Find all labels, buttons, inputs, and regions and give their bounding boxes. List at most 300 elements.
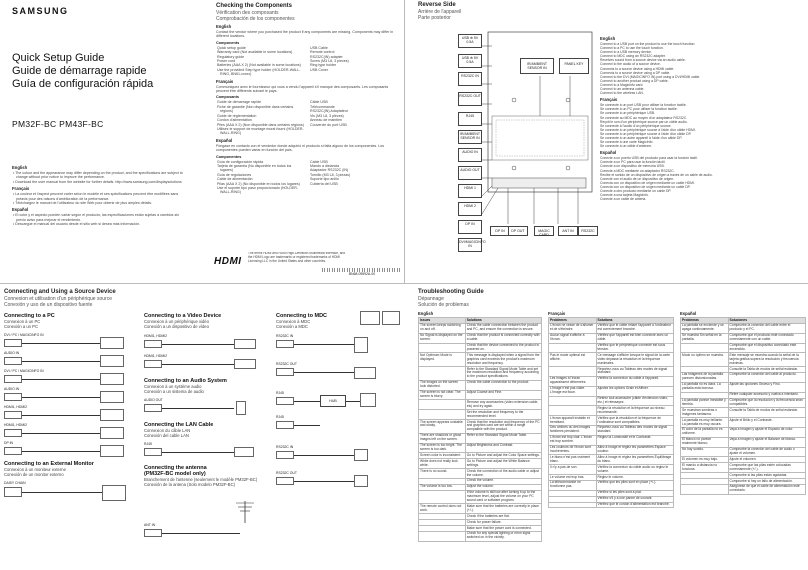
reverse-espanol-heading: Español [600, 150, 617, 156]
troubleshooting-title-fr: Dépannage [418, 296, 444, 302]
reverse-list-item: Reçoit le son d'un périphérique source par un câble audio. [600, 119, 688, 124]
pc-port-label: AUDIO IN [4, 351, 20, 355]
hdmi-trademark-text: The terms HDMI and HDMI High-Definition Multimedia Interface, and the HDMI Logo are trademarks or registered trademarks of HDMI Licensing LLC in the United States and other countries. [248, 252, 346, 263]
reverse-list-item: Receives sound from a source device via an audio cable. [600, 58, 686, 63]
components-title: Checking the Components [216, 3, 293, 9]
reverse-list-item: Connect to a MagicInfo card. [600, 82, 644, 87]
issue-cell [419, 531, 466, 541]
solution-cell: Check for any special lighting or neon signs switched on in the vicinity. [465, 531, 541, 541]
cable-line [22, 361, 100, 362]
troubleshooting-espanol-heading: Español [680, 311, 697, 316]
solution-cell: Check the volume. [465, 478, 541, 484]
connect-video-section [144, 313, 272, 329]
mdc-port-label: RJ45 [276, 391, 284, 395]
intro-en-bullet: • Download the user manual from the website for further details. http://www.samsung.com/displaysolutions [13, 179, 182, 184]
table-row [681, 333, 806, 343]
issue-cell: Les couleurs de l'écran sont incohérentes. [549, 445, 597, 455]
table-row [681, 343, 806, 353]
troubleshooting-table-fr [548, 317, 674, 508]
solution-cell: Compruebe la conexión del cable al producto. [728, 372, 806, 382]
component-item: Remote control [310, 50, 335, 55]
composants-heading: Composants [216, 95, 239, 100]
video-device-icon [234, 339, 256, 349]
connect-pc-heading: Connecting to a PC [4, 313, 55, 319]
cable-line [294, 344, 354, 345]
pc-port-icon [4, 375, 22, 383]
reverse-list-item: Conecte a un cable de antena. [600, 197, 647, 202]
mdc-port-label: RS232C IN [276, 334, 294, 338]
rs232c-port-icon [276, 340, 294, 348]
issue-cell: The screen is too bright. The screen is too dark. [419, 443, 466, 453]
issue-cell: El mando a distancia no funciona. [681, 463, 729, 473]
component-item: Guide de réglementation [217, 113, 257, 118]
component-item: Batteries (AAA X 2) (Not available in some locations) [217, 63, 301, 68]
connect-mdc-heading: Connecting to MDC [276, 313, 328, 319]
daisy-chain-label: DAISY CHAIN [4, 481, 26, 485]
part-code [322, 268, 402, 280]
reverse-list-item: Conecte a una tarjeta MagicInfo. [600, 193, 650, 198]
issue-cell [549, 343, 597, 353]
reverse-port-label: AUDIO OUT [458, 166, 482, 180]
connecting-title: Connecting and Using a Source Device [4, 289, 116, 295]
component-item: Télécommande [310, 104, 335, 109]
component-item: Mando a distancia [310, 163, 340, 168]
solution-cell: Reportez-vous au Tableau des modes de signal standard. [596, 367, 674, 377]
cable-line [162, 408, 234, 409]
reverse-port-label: USB ⊕ 5V 0.5A [458, 54, 482, 68]
component-item: Utilisez le support de montage mural fourni (HOLDER-WALL-RING) [217, 126, 304, 136]
issue-cell: The screen keeps switching on and off. [419, 323, 466, 333]
component-item: Soporte tipo anillo [310, 177, 339, 182]
issue-cell: Modo no óptimo se muestra. [681, 353, 729, 367]
connect-pc-heading-fr: Connexion à un PC [4, 319, 41, 325]
panel-key-callout: PANEL KEY [559, 58, 589, 74]
mdc-port-label: RS232C IN [276, 445, 294, 449]
solution-cell: Vérifiez la connexion du câble à l'appareil. [596, 376, 674, 386]
table-row [419, 459, 542, 469]
table-row [419, 323, 542, 333]
reverse-list-item: Se connecte à un câble d'antenne. [600, 144, 653, 149]
component-item: Cubierta del USB [310, 181, 338, 186]
reverse-bottom-port-label: MAGIC CARD [534, 226, 554, 236]
cable-line [22, 451, 100, 452]
solution-cell: Ajuste las opciones Grueso y Fino. [728, 382, 806, 392]
connect-lan-heading: Connecting the LAN Cable [144, 422, 214, 428]
table-row [549, 376, 674, 386]
connect-video-heading: Connecting to a Video Device [144, 313, 222, 319]
video-source-icon [144, 360, 162, 368]
intro-fr-bullet: • La couleur et l'aspect peuvent varier selon le modèle et ses spécifications peuvent être modifiées sans préavis pour des raisons d'amélioration de la performance. [13, 192, 179, 201]
reverse-title: Reverse Side [418, 2, 456, 8]
table-row [549, 333, 674, 343]
issue-cell: Not Optimum Mode is displayed. [419, 353, 466, 367]
reverse-list-item: Connect to the wireless LAN. [600, 91, 644, 96]
reverse-list-item: Se connecte à une carte MagicInfo. [600, 140, 654, 145]
cable-line [294, 481, 354, 482]
solution-cell: Refer to the Standard Signal Mode Table. [465, 433, 541, 443]
mdc-rj45-port-icon [276, 397, 294, 405]
solution-cell: Check that the resolution and frequency of the PC and graphics card are set within a range compatible with the product. [466, 419, 540, 432]
issue-cell: Les images à l'écran apparaissent déformées. [549, 376, 597, 386]
solution-cell: Make sure that the power cord is connected. [465, 526, 541, 532]
components-title-fr: Vérification des composants [216, 10, 279, 16]
video-source-icon [144, 340, 162, 348]
rs232c-port-icon [276, 451, 294, 459]
component-item: Screw (M3 L8, 3 pieces) [310, 59, 349, 64]
solution-cell: Ce message s'affiche lorsque le signal de la carte vidéo dépasse la résolution et la fréquence maximales. [596, 353, 674, 367]
connect-mdc-heading-es: Conexión a MDC [276, 324, 308, 330]
reverse-list-item: Se connecte au MDC au moyen d'un adaptateur RS232C. [600, 115, 688, 120]
speaker-icon [236, 401, 246, 415]
issue-cell: Pas le mode optimal est affiché. [549, 353, 597, 367]
components-english-heading: English [216, 24, 232, 29]
reverse-bottom-port-label: RS232C [578, 226, 598, 236]
mdc-pc-icon [360, 393, 376, 407]
mdc-port-label: RJ45 [276, 415, 284, 419]
issue-cell: Le volume est trop bas. [549, 475, 597, 481]
reverse-list-item: Conecte a un PC para usar la función táctil. [600, 160, 666, 165]
issue-cell: L'écran ne cesse de s'allumer et de s'éteindre. [549, 323, 597, 333]
issue-cell [419, 343, 466, 353]
table-row [419, 490, 542, 504]
pc-device-icon [100, 355, 124, 367]
video-port-label: HDMI1, HDMI2 [144, 354, 167, 358]
connect-monitor-heading-es: Conexión de un monitor externo [4, 472, 64, 478]
component-item: Use el soporte tipo paso proporcionado (HOLDER-WALL-RING) [217, 185, 299, 195]
next-display-icon [354, 367, 376, 379]
pc-port-label: HDMI1, HDMI2 [4, 423, 27, 427]
reverse-list-item: Conecta con un dispositivo de origen mediante un cable DP. [600, 184, 691, 189]
issue-cell: The volume is too low. [419, 484, 466, 490]
reverse-panel [416, 0, 808, 283]
solution-cell: Reportez-vous au Tableau des modes de signal standard. [596, 425, 674, 435]
solution-cell: Go to Picture and adjust the White Balance settings. [465, 459, 541, 469]
fold-line [404, 0, 405, 283]
solution-cell: Allez à Image et réglez les paramètres Équilibrage du blanc. [596, 455, 674, 465]
reverse-title-es: Parte posterior [418, 15, 451, 21]
issue-cell: L'écran est trop clair. L'écran est trop sombre. [549, 435, 597, 445]
table-row [681, 484, 806, 494]
issue-cell: Le blanc n'est pas vraiment blanc. [549, 455, 597, 465]
solution-cell: Réglez le volume. [596, 475, 674, 481]
reverse-list-item: Connects to a source device using a HDMI cable. [600, 66, 675, 71]
table-row [419, 469, 542, 479]
troubleshooting-table-en [418, 317, 542, 542]
solution-cell: Vérifiez que le périphérique connecté est sous tension. [596, 343, 674, 353]
solution-cell: Vérifiez s'il y a une panne de courant. [596, 496, 674, 502]
solution-cell: Check the cable connection to the product. [465, 380, 541, 390]
component-item: Anneau de maintien [310, 118, 342, 123]
audio-out-label: AUDIO OUT [144, 398, 163, 402]
issue-cell: La pantalla no es clara. La pantalla está borrosa. [681, 382, 729, 392]
solution-cell: Réglez la résolution et la fréquence au niveau recommandé. [596, 406, 674, 416]
table-row [549, 435, 674, 445]
col-header: Issues [419, 318, 466, 324]
component-item: Ring type holder [310, 63, 337, 68]
solution-cell: Compruebe si hay un fallo de alimentación. [728, 479, 806, 485]
solution-cell: Compruebe si las pilas están agotadas. [728, 473, 806, 479]
table-row [549, 416, 674, 426]
reverse-list-item: Connect to a USB memory device. [600, 50, 653, 55]
table-row [681, 408, 806, 418]
solution-cell: Allez à Image et réglez les paramètres Espace couleur. [596, 445, 674, 455]
mdc-rj45-port-icon [276, 421, 294, 429]
solution-cell: Compruebe que la resolución y la frecuencia sean compatibles. [728, 398, 806, 408]
cable-line [346, 401, 360, 402]
reverse-list-item: Conecte a otro producto mediante un cable DP. [600, 189, 672, 193]
issue-cell: El volumen es muy bajo. [681, 457, 729, 463]
title-en: Quick Setup Guide [12, 52, 105, 64]
solution-cell: Vérifiez que l'appareil est bien connecté avec un câble. [596, 333, 674, 343]
connecting-title-fr: Connexion et utilisation d'un périphérique source [4, 296, 112, 302]
solution-cell: Compruebe la conexión del cable de audio o ajuste el volumen. [728, 447, 806, 457]
samsung-logo: SAMSUNG [12, 6, 69, 16]
table-row [419, 343, 542, 353]
component-item: USB Cable [310, 45, 328, 50]
solution-cell: Réglez la Luminosité et le Contraste. [596, 435, 674, 445]
connect-monitor-heading: Connecting to an External Monitor [4, 461, 94, 467]
reverse-port-label: USB ⊕ 5V 0.5A [458, 34, 482, 48]
antenna-icon [230, 495, 260, 525]
troubleshooting-francais [548, 311, 674, 508]
table-row [681, 353, 806, 367]
pc-port-icon [4, 447, 22, 455]
solution-cell: Adjust Brightness and Contrast. [465, 443, 541, 453]
component-item: Guía de configuración rápida [217, 159, 264, 164]
rs232c-out-port-icon [276, 368, 294, 376]
reverse-list-item: Conecte a un puerto USB del producto para usar la función táctil. [600, 156, 698, 161]
intro-es-bullet: • El color y el aspecto pueden variar según el producto; las especificaciones están sujetas a cambios sin previo aviso para mejorar el rendimiento. [13, 213, 180, 222]
table-row [419, 333, 542, 343]
component-item: USB Cover [310, 67, 328, 72]
col-header: Solutions [465, 318, 541, 324]
issue-cell: La pantalla se enciende y se apaga continuamente. [681, 323, 729, 333]
fold-line [0, 283, 808, 284]
pc-port-icon [4, 339, 22, 347]
troubleshooting-english [418, 311, 542, 542]
troubleshooting-panel [416, 287, 808, 570]
connect-antenna-heading: Connecting the antenna [144, 465, 207, 471]
component-item: Couvercle du port USB [310, 122, 347, 127]
issue-cell: La pantalla es muy brillante. La pantalla es muy oscura. [681, 418, 729, 428]
solution-cell: Set the resolution and frequency to the recommended level. [465, 410, 541, 420]
table-row [419, 433, 542, 443]
hub-box: HUB [320, 395, 346, 407]
col-header: Soluciones [728, 318, 806, 324]
table-row [549, 425, 674, 435]
component-item: Cable de alimentación [217, 177, 253, 182]
components-title-es: Comprobación de los componentes [216, 16, 295, 22]
component-item: Pilas (AAA X 2) (No disponible en todos los lugares) [217, 181, 300, 186]
video-port-label: HDMI1, HDMI2 [144, 334, 167, 338]
reverse-list-item: Conecte a MDC mediante un adaptador RS232C. [600, 168, 675, 173]
rj45-label: RJ45 [144, 442, 152, 446]
reverse-port-label: RS232C OUT [458, 92, 482, 106]
table-row [549, 445, 674, 455]
cable-line [162, 452, 234, 453]
table-row [549, 406, 674, 416]
components-fr-right-list [309, 100, 398, 135]
video-device-icon [234, 359, 256, 369]
table-row [419, 531, 542, 541]
reverse-english-list [600, 42, 804, 95]
issue-cell: White does not really look white. [419, 459, 466, 469]
reverse-list-item: Connect to another product using a DP cable. [600, 78, 669, 83]
pc-port-icon [4, 429, 22, 437]
reverse-list-item: Conecte a un dispositivo de memoria USB. [600, 164, 665, 169]
issue-cell: No hay sonido. [681, 447, 729, 457]
col-header: Problemas [681, 318, 729, 324]
table-row [419, 380, 542, 390]
connect-antenna-heading-es: Conexión de la antena (Solo modelo PM32F-BC) [144, 482, 236, 488]
solution-cell: Refer to the Standard Signal Mode Table and set the maximum resolution and frequency according to the product specifications. [465, 367, 541, 381]
connect-antenna-model: (PM32F-BC model only) [144, 471, 206, 478]
issue-cell [549, 406, 597, 416]
solution-cell: Vérifiez si les piles sont à plat. [596, 490, 674, 496]
connect-antenna-section [144, 465, 272, 487]
rs232c-adapter-icon [354, 449, 368, 461]
reverse-list-item: Se connecte à un périphérique source à l'aide d'un câble HDMI. [600, 127, 696, 132]
reverse-list-item: Conecte con el audio de un dispositivo de origen. [600, 176, 675, 181]
solution-cell: Check for power failure. [465, 520, 541, 526]
reverse-list-item: Connect to the audio of a source device. [600, 62, 661, 67]
issue-cell: There is no sound. [419, 469, 466, 479]
reverse-list-item: Connect to MDC using an RS232C adapter. [600, 54, 666, 59]
pc-device-icon [100, 445, 124, 457]
solution-cell: Vérifiez que les piles sont en place (+/-). [596, 480, 674, 490]
reverse-port-label: HDMI 1 [458, 184, 482, 198]
component-item: RS232C(IN) adapter [310, 54, 343, 59]
issue-cell: The screen is not clear. The screen is blurry. [419, 390, 466, 400]
intro-fr-bullet: • Téléchargez le manuel de l'utilisateur du site Web pour obtenir de plus amples détails. [13, 201, 153, 206]
component-item: Use the provided Step type holder (HOLDER-WALL-RING, BN61-xxxxx) [217, 67, 301, 77]
solution-cell: Check if the batteries are flat. [465, 514, 541, 520]
cable-line [294, 401, 320, 402]
component-item: Adaptador RS232C (IN) [310, 168, 349, 173]
solution-cell: Ajuste el Brillo y el Contraste. [728, 418, 806, 428]
table-row [681, 437, 806, 447]
table-row [419, 420, 542, 434]
rs232c-out-port-icon [276, 477, 294, 485]
cable-line [294, 372, 354, 373]
pc-port-icon [4, 357, 22, 365]
part-code-text: BN68-09592A-00 [348, 272, 376, 276]
reverse-bottom-port-label: ANT IN [558, 226, 578, 236]
components-es-left-list [216, 160, 305, 195]
troubleshooting-espanol [680, 311, 806, 495]
pc-port-icon [4, 411, 22, 419]
issue-cell [549, 396, 597, 406]
reverse-list-item: Connect to a PC to use the touch function. [600, 46, 664, 51]
solution-cell: Check the connection of the audio cable or adjust the volume. [465, 469, 541, 479]
solution-cell: Remove any accessories (video extension cable, etc) and try again. [465, 400, 541, 410]
solution-cell: Check that the product is connected correctly with a cable. [466, 333, 540, 342]
issue-cell: La pantalla parece inestable y tiembla. [681, 398, 729, 408]
antenna-port-icon [144, 529, 162, 537]
cable-line [162, 533, 240, 534]
connect-antenna-heading-fr: Branchement de l'antenne (seulement le modèle PM32F-BC) [144, 477, 258, 483]
reverse-list-item: Se connecte à l'audio d'un périphérique source. [600, 123, 672, 128]
issue-cell: Screen color is inconsistent. [419, 453, 466, 459]
pc-device-icon [100, 337, 124, 349]
reverse-list-item: Se connecte à un périphérique USB. [600, 111, 656, 116]
issue-cell: The screen appears unstable and shaky. [419, 420, 466, 434]
cable-line [22, 397, 100, 398]
cable-line [22, 492, 102, 493]
solution-cell: Ajustez les options Grain et Affiner. [596, 386, 674, 396]
connect-lan-heading-fr: Connexion du câble LAN [144, 428, 191, 434]
table-row [681, 323, 806, 333]
connecting-title-es: Conexión y uso de un dispositivo fuente [4, 302, 93, 308]
issue-cell: There are shadows or ghost images left on the screen. [419, 433, 466, 443]
monitor-device [4, 487, 22, 497]
audio-port-icon [144, 404, 162, 412]
reverse-bottom-port-label: DP IN [490, 226, 510, 236]
component-item: Power cord [217, 59, 236, 64]
issue-cell: El color de la pantalla no es uniforme. [681, 427, 729, 437]
table-row [419, 410, 542, 420]
component-item: Vis (M3 L8, 3 pièces) [310, 113, 344, 118]
pc-device-icon [100, 373, 124, 385]
connect-lan-section [144, 422, 272, 438]
solution-cell: Check that the device connected to the product is powered on. [465, 343, 541, 353]
table-row [419, 367, 542, 381]
solution-cell: Compruebe que el producto esté conectado correctamente con un cable. [728, 333, 806, 343]
reverse-list-item: Recibe el sonido de un dispositivo de origen a través de un cable de audio. [600, 172, 713, 177]
table-row [549, 465, 674, 475]
solution-cell: Vérifiez que la résolution et la fréquence de l'ordinateur sont compatibles. [596, 416, 674, 426]
issue-cell [681, 343, 729, 353]
pc-device-icon [100, 409, 124, 421]
components-heading: Components [216, 40, 240, 45]
issue-cell: El blanco no parece realmente blanco. [681, 437, 729, 447]
table-row [419, 504, 542, 514]
connect-pc-section [4, 313, 134, 329]
reverse-list-item: Conecta con un dispositivo de origen mediante un cable HDMI. [600, 180, 695, 185]
mdc-port-label: RS232C OUT [276, 362, 297, 366]
reverse-port-label: IR/AMBIENT SENSOR IN [458, 130, 482, 144]
pc-port-label: DP IN [4, 441, 13, 445]
table-row [549, 455, 674, 465]
component-item: Cordon d'alimentation [217, 118, 252, 123]
components-en-right-list [309, 46, 398, 77]
solution-cell: Vaya a Imagen y ajuste el Balance de blanco. [728, 437, 806, 447]
ir-sensor-callout: IR/AMBIENT SENSOR IN [520, 58, 554, 74]
intro-espanol-heading: Español [12, 207, 29, 213]
solution-cell: Compruebe que el dispositivo conectado esté encendido. [728, 343, 806, 353]
solution-cell: Go to Picture and adjust the Color Space settings. [466, 452, 540, 457]
components-francais-heading: Français [216, 78, 234, 84]
troubleshooting-francais-heading: Français [548, 311, 566, 316]
issue-cell [549, 367, 597, 377]
solution-cell: Ajuste el volumen. [728, 457, 806, 463]
connect-monitor-heading-fr: Connexion à un moniteur externe [4, 467, 66, 473]
connecting-panel [0, 287, 404, 570]
router-icon [234, 447, 254, 457]
table-row [681, 447, 806, 457]
issue-cell: Des ombres ou des images fantômes persistent. [549, 425, 597, 435]
troubleshooting-title: Troubleshooting Guide [418, 289, 484, 295]
reverse-espanol-list [600, 156, 804, 201]
components-en-left-list [216, 46, 305, 77]
pc-device-icon [100, 427, 124, 439]
solution-cell: Make sure that the batteries are correctly in place (+/-). [465, 504, 541, 514]
table-row [549, 367, 674, 377]
connect-audio-heading-fr: Connexion à un système audio [144, 384, 202, 390]
cable-line [22, 433, 100, 434]
issue-cell: The images on the screen look distorted. [419, 380, 466, 390]
reverse-francais-list [600, 103, 804, 148]
